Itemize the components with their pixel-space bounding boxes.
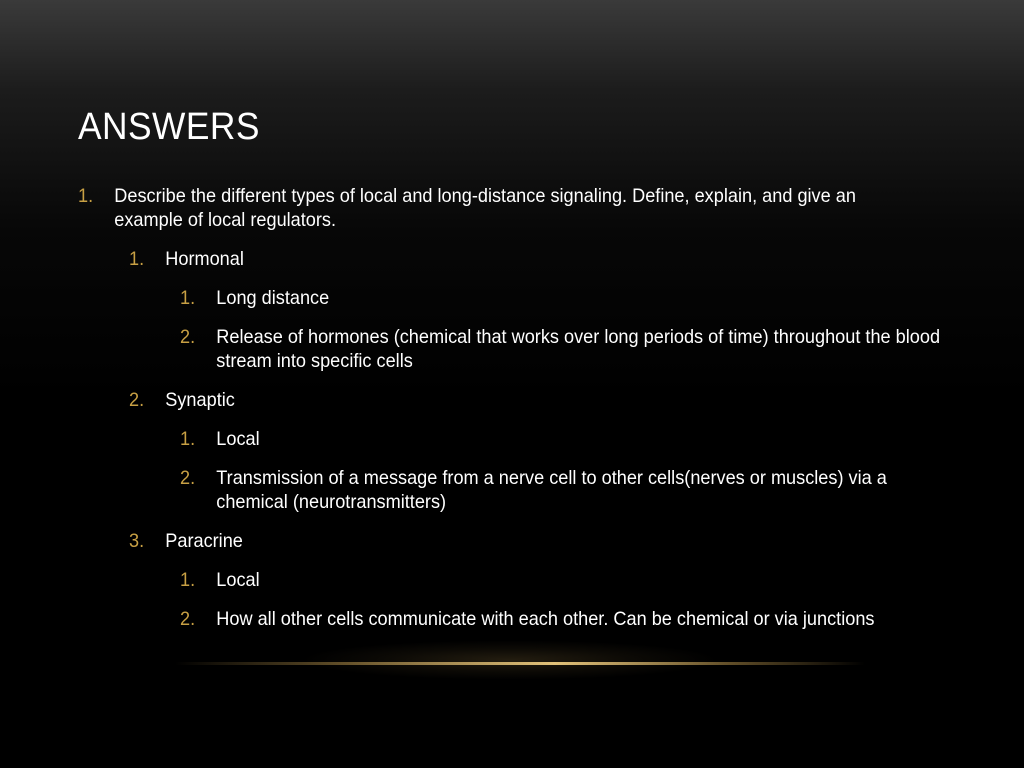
list-number: 2. <box>180 608 196 630</box>
point-text: How all other cells communicate with each other. Can be chemical or via junctions <box>216 608 875 630</box>
point-item <box>180 568 951 592</box>
list-number: 1. <box>129 248 145 270</box>
point-item <box>180 325 951 373</box>
point-item <box>180 466 951 514</box>
decorative-glow <box>300 640 720 680</box>
point-text: Local <box>216 428 260 450</box>
point-item <box>180 427 951 451</box>
point-item <box>180 607 951 631</box>
question-text: Describe the different types of local and long-distance signaling. Define, explain, and give an example of local regulators. <box>114 185 856 231</box>
question-item <box>78 184 923 232</box>
list-number: 2. <box>180 467 196 489</box>
point-text: Release of hormones (chemical that works over long periods of time) throughout the blood stream into specific cells <box>216 326 941 372</box>
list-number: 1. <box>180 287 196 309</box>
point-text: Transmission of a message from a nerve cell to other cells(nerves or muscles) via a chemical (neurotransmitters) <box>216 467 887 513</box>
list-number: 1. <box>78 185 94 207</box>
category-label: Paracrine <box>165 530 243 552</box>
point-text: Long distance <box>216 287 330 309</box>
list-number: 2. <box>180 326 196 348</box>
category-label: Synaptic <box>165 389 235 411</box>
point-item <box>180 286 951 310</box>
point-text: Local <box>216 569 260 591</box>
list-number: 3. <box>129 530 145 552</box>
list-number: 2. <box>129 389 145 411</box>
slide-title: ANSWERS <box>78 106 260 148</box>
category-item-paracrine <box>129 529 909 553</box>
category-item-synaptic <box>129 388 909 412</box>
list-number: 1. <box>180 569 196 591</box>
category-item-hormonal <box>129 247 909 271</box>
category-label: Hormonal <box>165 248 244 270</box>
answer-list <box>78 184 958 631</box>
decorative-divider-line <box>175 662 865 665</box>
list-number: 1. <box>180 428 196 450</box>
